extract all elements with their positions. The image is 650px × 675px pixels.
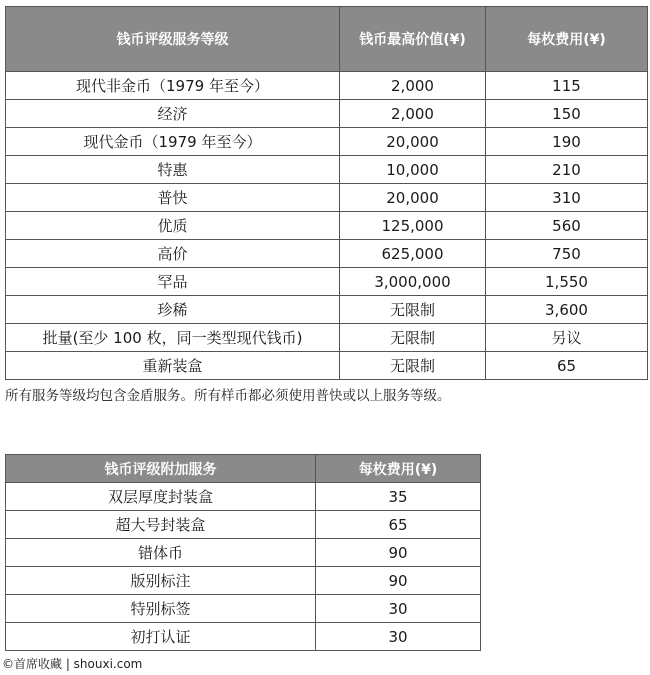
- header-service-level: 钱币评级服务等级: [6, 7, 340, 72]
- cell-fee: 65: [486, 352, 648, 380]
- cell-addon-service: 初打认证: [6, 623, 316, 651]
- cell-max-value: 无限制: [340, 352, 486, 380]
- cell-service-level: 优质: [6, 212, 340, 240]
- table-row: [6, 268, 648, 296]
- cell-max-value: 无限制: [340, 324, 486, 352]
- cell-fee: 3,600: [486, 296, 648, 324]
- cell-max-value: 2,000: [340, 100, 486, 128]
- cell-service-level: 现代非金币（1979 年至今）: [6, 72, 340, 100]
- header-addon-fee: 每枚费用(¥): [316, 455, 481, 483]
- cell-addon-fee: 90: [316, 567, 481, 595]
- cell-addon-service: 特别标签: [6, 595, 316, 623]
- cell-service-level: 现代金币（1979 年至今）: [6, 128, 340, 156]
- cell-max-value: 20,000: [340, 128, 486, 156]
- cell-service-level: 批量(至少 100 枚，同一类型现代钱币): [6, 324, 340, 352]
- table-row: [6, 483, 481, 511]
- cell-max-value: 无限制: [340, 296, 486, 324]
- table-row: [6, 352, 648, 380]
- cell-fee: 190: [486, 128, 648, 156]
- table-row: [6, 567, 481, 595]
- watermark: ©首席收藏 | shouxi.com: [2, 657, 143, 671]
- cell-service-level: 高价: [6, 240, 340, 268]
- cell-service-level: 普快: [6, 184, 340, 212]
- cell-max-value: 3,000,000: [340, 268, 486, 296]
- table-row: [6, 539, 481, 567]
- header-addon-service: 钱币评级附加服务: [6, 455, 316, 483]
- table-row: [6, 156, 648, 184]
- cell-addon-fee: 90: [316, 539, 481, 567]
- cell-service-level: 珍稀: [6, 296, 340, 324]
- header-max-value: 钱币最高价值(¥): [340, 7, 486, 72]
- table-row: [6, 240, 648, 268]
- table-row: [6, 100, 648, 128]
- cell-addon-fee: 35: [316, 483, 481, 511]
- table-row: [6, 212, 648, 240]
- cell-addon-fee: 30: [316, 623, 481, 651]
- cell-service-level: 经济: [6, 100, 340, 128]
- table-row: [6, 623, 481, 651]
- addon-service-table: [5, 454, 481, 651]
- cell-fee: 750: [486, 240, 648, 268]
- table-row: [6, 511, 481, 539]
- cell-fee: 210: [486, 156, 648, 184]
- table-header-row: [6, 455, 481, 483]
- cell-addon-service: 版别标注: [6, 567, 316, 595]
- cell-service-level: 罕品: [6, 268, 340, 296]
- cell-max-value: 10,000: [340, 156, 486, 184]
- cell-addon-fee: 30: [316, 595, 481, 623]
- header-fee: 每枚费用(¥): [486, 7, 648, 72]
- cell-addon-fee: 65: [316, 511, 481, 539]
- cell-fee: 560: [486, 212, 648, 240]
- footnote: 所有服务等级均包含金盾服务。所有样币都必须使用普快或以上服务等级。: [5, 388, 451, 404]
- cell-addon-service: 双层厚度封装盒: [6, 483, 316, 511]
- table-header-row: [6, 7, 648, 72]
- cell-fee: 115: [486, 72, 648, 100]
- cell-fee: 310: [486, 184, 648, 212]
- cell-max-value: 20,000: [340, 184, 486, 212]
- table-row: [6, 184, 648, 212]
- table-row: [6, 595, 481, 623]
- cell-fee: 1,550: [486, 268, 648, 296]
- service-level-table: [5, 6, 648, 380]
- cell-service-level: 特惠: [6, 156, 340, 184]
- cell-max-value: 625,000: [340, 240, 486, 268]
- cell-fee: 另议: [486, 324, 648, 352]
- table-row: [6, 72, 648, 100]
- table-row: [6, 296, 648, 324]
- cell-max-value: 125,000: [340, 212, 486, 240]
- cell-addon-service: 超大号封装盒: [6, 511, 316, 539]
- cell-addon-service: 错体币: [6, 539, 316, 567]
- table-row: [6, 128, 648, 156]
- table-row: [6, 324, 648, 352]
- cell-service-level: 重新装盒: [6, 352, 340, 380]
- cell-fee: 150: [486, 100, 648, 128]
- cell-max-value: 2,000: [340, 72, 486, 100]
